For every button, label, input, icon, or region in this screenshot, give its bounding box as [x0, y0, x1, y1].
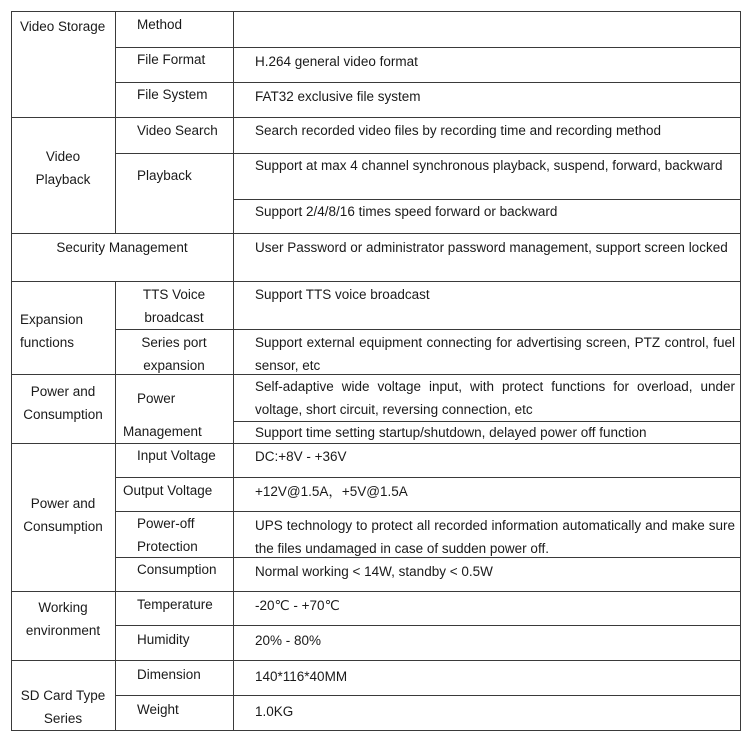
category-video-storage: Video Storage: [20, 19, 106, 34]
value-power-off-protection: UPS technology to protect all recorded information automatically and make sure the files undamaged in case of sudden power off.: [255, 518, 735, 556]
label-video-search: Video Search: [137, 123, 218, 138]
label-tts-voice: TTS Voice broadcast: [142, 287, 206, 325]
category-expansion-functions: Expansion functions: [20, 312, 84, 350]
category-working-environment: Working environment: [25, 600, 101, 638]
value-playback-1: Support at max 4 channel synchronous playback, suspend, forward, backward: [255, 158, 723, 173]
category-security-management: Security Management: [56, 240, 188, 255]
section-divider: [11, 233, 741, 234]
label-file-format: File Format: [137, 52, 206, 67]
label-file-system: File System: [137, 87, 208, 102]
row-divider: [115, 329, 741, 330]
category-video-playback: Video Playback: [35, 149, 91, 187]
value-file-system: FAT32 exclusive file system: [255, 89, 421, 104]
label-weight: Weight: [137, 702, 179, 717]
label-power-off-protection: Power-off Protection: [137, 516, 198, 554]
row-divider: [115, 625, 741, 626]
value-consumption: Normal working < 14W, standby < 0.5W: [255, 564, 493, 579]
table-border-right: [740, 11, 741, 731]
value-video-search: Search recorded video files by recording time and recording method: [255, 123, 661, 138]
row-divider: [115, 82, 741, 83]
table-border-bottom: [11, 730, 741, 731]
label-method: Method: [137, 17, 183, 32]
category-power-consumption-2: Power and Consumption: [23, 496, 103, 534]
section-divider: [11, 591, 741, 592]
row-divider: [115, 477, 741, 478]
table-border-top: [11, 11, 741, 12]
category-sd-card: SD Card Type Series: [20, 688, 106, 726]
value-temperature: -20℃ - +70℃: [255, 598, 340, 613]
value-file-format: H.264 general video format: [255, 54, 418, 69]
row-divider: [115, 47, 741, 48]
label-humidity: Humidity: [137, 632, 190, 647]
label-dimension: Dimension: [137, 667, 201, 682]
value-input-voltage: DC:+8V - +36V: [255, 449, 347, 464]
value-weight: 1.0KG: [255, 704, 294, 719]
column-divider: [115, 11, 116, 234]
label-power: Power: [137, 391, 176, 406]
label-consumption: Consumption: [137, 562, 217, 577]
value-security-management: User Password or administrator password management, support screen locked: [255, 240, 728, 255]
row-divider: [115, 695, 741, 696]
section-divider: [11, 281, 741, 282]
label-series-port: Series port expansion: [141, 335, 207, 373]
value-power-protect: Self-adaptive wide voltage input, with protect functions for overload, under voltage, short circuit, reversing connection, etc: [255, 379, 735, 417]
section-divider: [11, 117, 741, 118]
label-playback: Playback: [137, 168, 192, 183]
label-input-voltage: Input Voltage: [137, 448, 216, 463]
value-playback-2: Support 2/4/8/16 times speed forward or backward: [255, 204, 558, 219]
value-dimension: 140*116*40MM: [255, 669, 348, 684]
label-management: Management: [123, 424, 202, 439]
category-power-consumption: Power and Consumption: [23, 384, 103, 422]
value-humidity: 20% - 80%: [255, 633, 322, 648]
value-power-startup: Support time setting startup/shutdown, delayed power off function: [255, 425, 647, 440]
column-divider: [233, 11, 234, 731]
section-divider: [11, 660, 741, 661]
value-series-port: Support external equipment connecting for advertising screen, PTZ control, fuel sensor, etc: [255, 335, 735, 373]
label-temperature: Temperature: [137, 597, 213, 612]
value-output-voltage: +12V@1.5A，+5V@1.5A: [255, 484, 408, 499]
value-tts-voice: Support TTS voice broadcast: [255, 287, 430, 302]
label-output-voltage: Output Voltage: [123, 483, 213, 498]
